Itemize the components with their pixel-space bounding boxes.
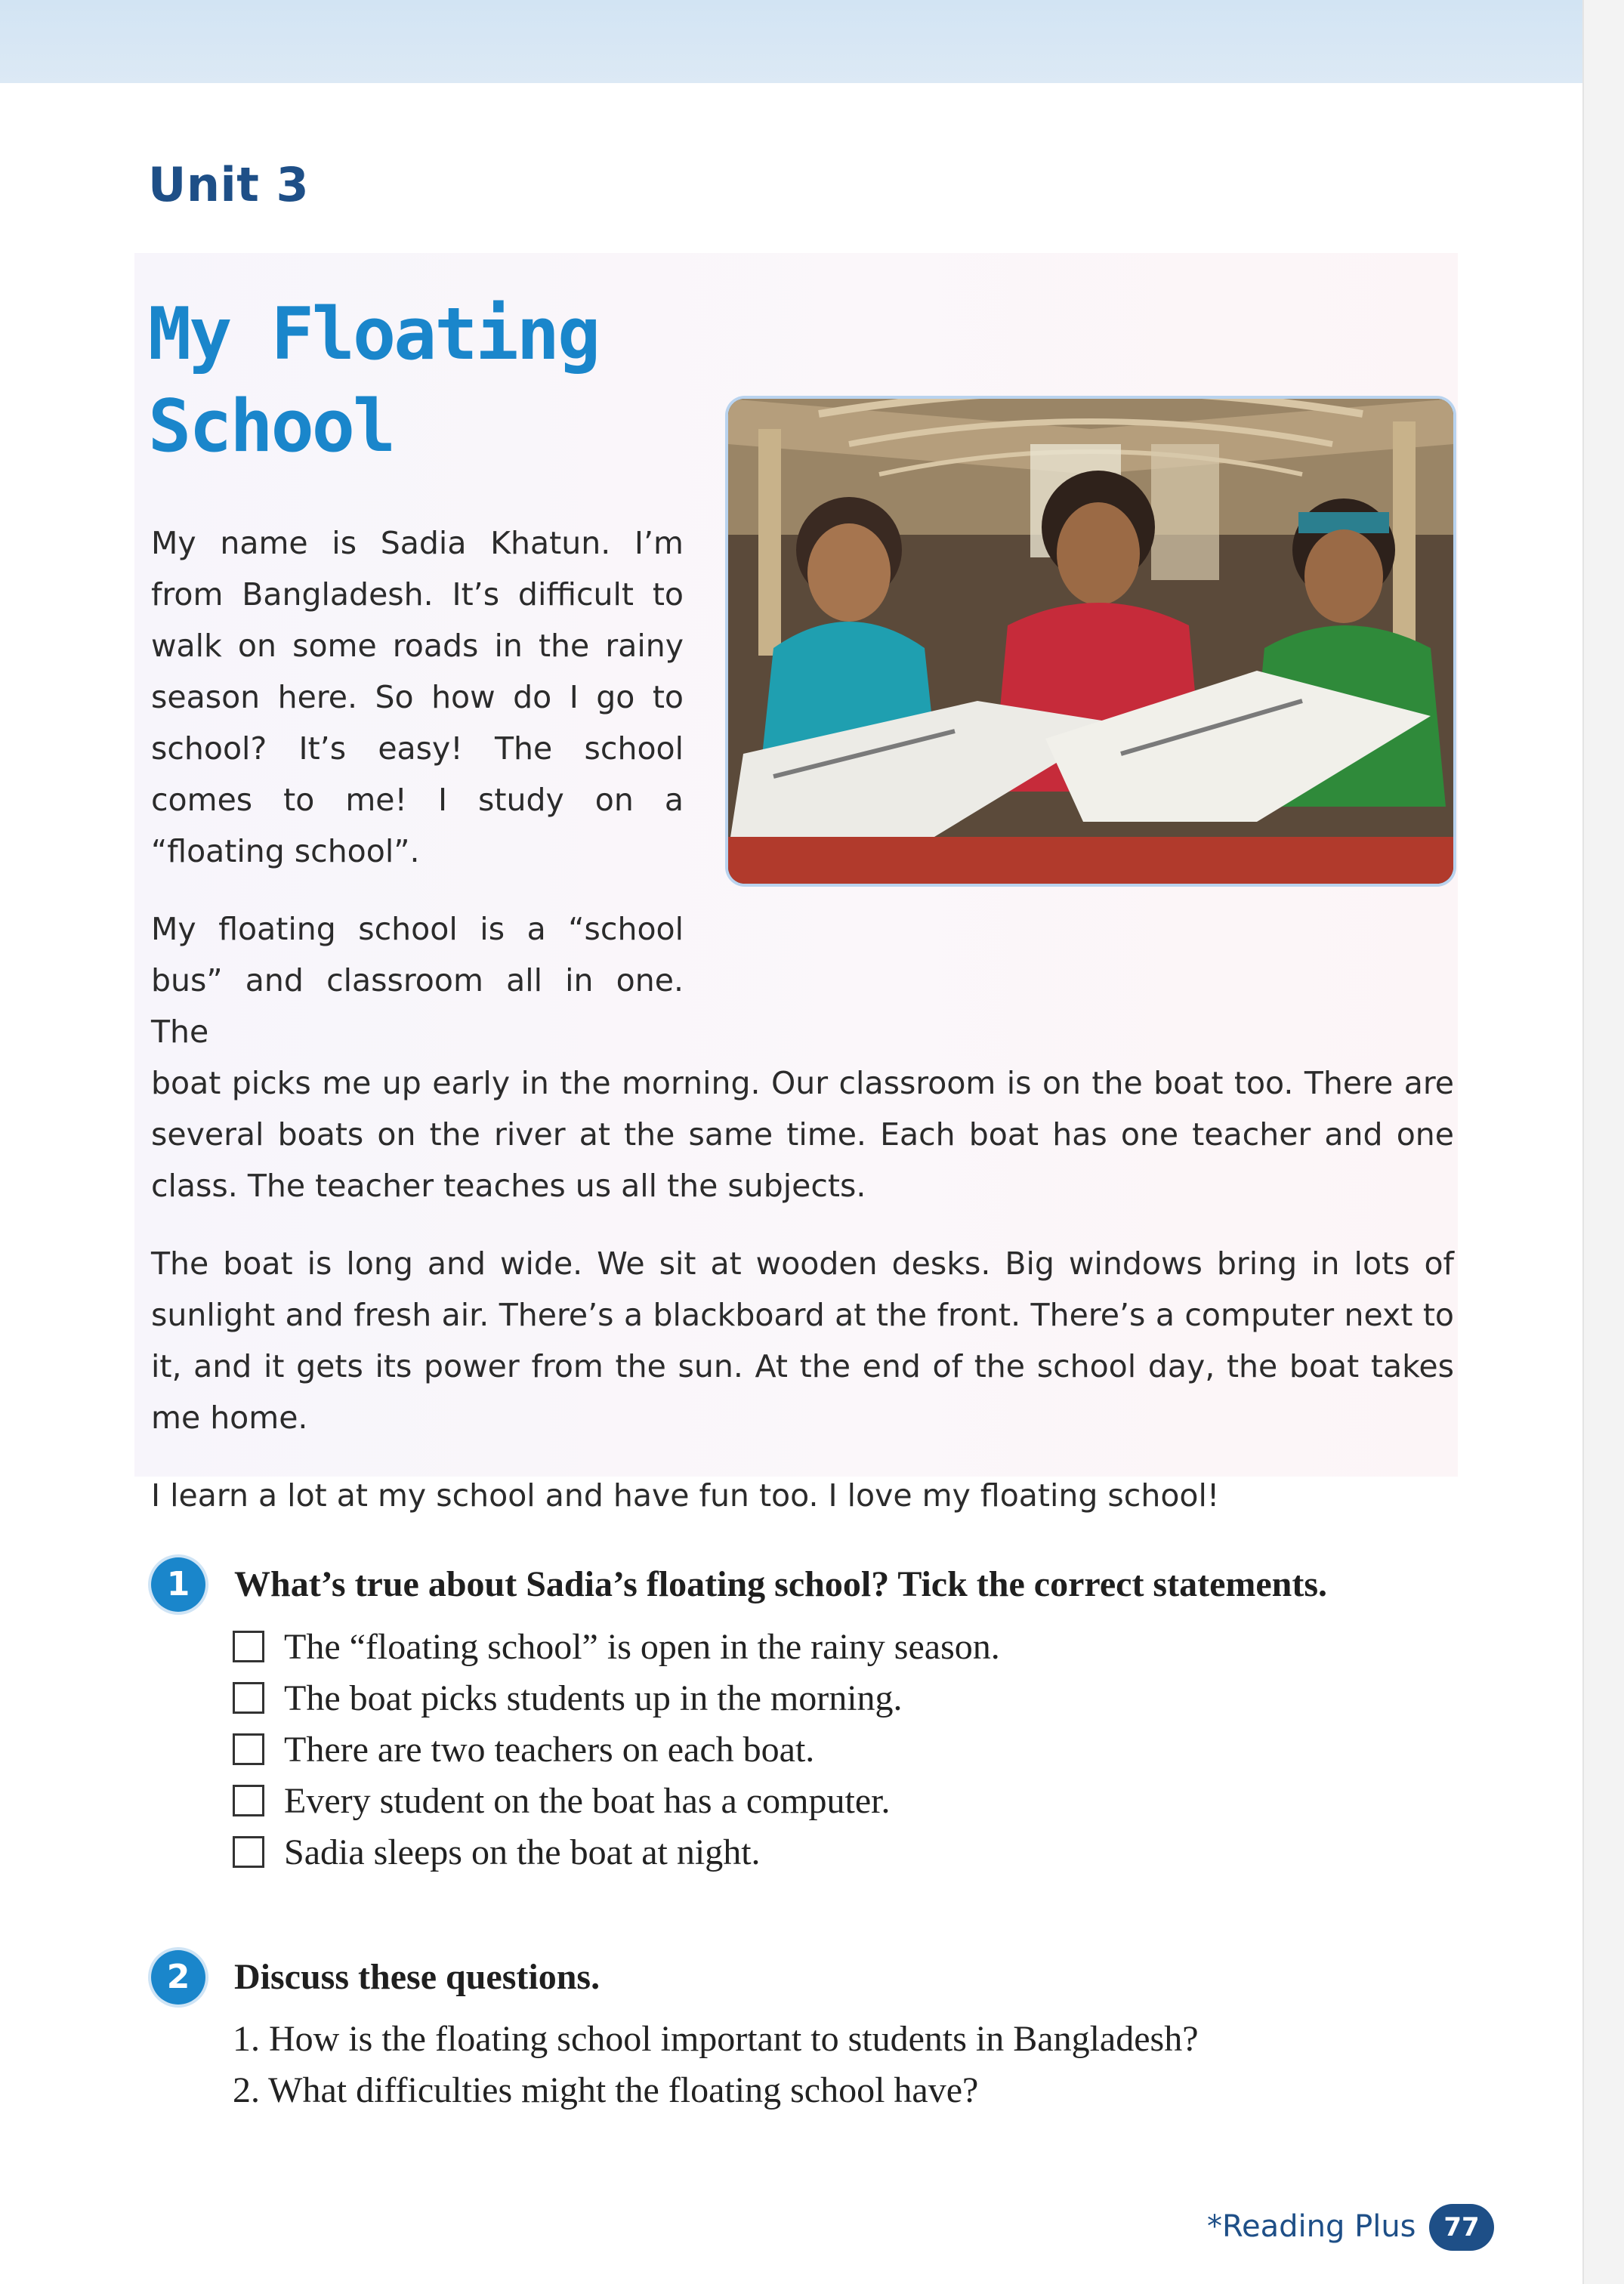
title-line-1: My Floating	[148, 293, 599, 376]
story-paragraph-2-line-2: bus” and classroom all in one. The	[151, 962, 684, 1050]
tick-checkbox[interactable]	[233, 1733, 264, 1765]
exercise-2-number-badge: 2	[151, 1950, 205, 2005]
tick-checkbox[interactable]	[233, 1785, 264, 1816]
discussion-question: 2. What difficulties might the floating school have?	[233, 2070, 979, 2110]
exercise-1-prompt: What’s true about Sadia’s floating school? Tick the correct statements.	[234, 1564, 1328, 1604]
story-paragraph-3: The boat is long and wide. We sit at wooden desks. Big windows bring in lots of sunlight and fresh air. There’s a blackboard at the front. There’s a computer next to it, and it gets its power from the sun. At the end of the school day, the boat takes me home.	[151, 1245, 1454, 1436]
statement-text: The “floating school” is open in the rainy season.	[284, 1626, 1000, 1667]
statement-text: The boat picks students up in the morning.	[284, 1678, 903, 1718]
story-paragraph-2-line-1: My floating school is a “school	[151, 911, 684, 947]
story-paragraph-2-rest: boat picks me up early in the morning. Our classroom is on the boat too. There are several boats on the river at the same time. Each boat has one teacher and one class. The teacher teaches us all the subjects.	[151, 1065, 1454, 1204]
statement-item	[233, 1724, 1000, 1775]
story-paragraph-1: My name is Sadia Khatun. I’m from Bangladesh. It’s difficult to walk on some roads in the rainy season here. So how do I go to school? It’s easy! The school comes to me! I study on a “floating school”.	[151, 525, 684, 869]
statement-item	[233, 1775, 1000, 1826]
page-edge-strip	[1582, 0, 1624, 2284]
tick-checkbox[interactable]	[233, 1682, 264, 1714]
story-paragraph-4: I learn a lot at my school and have fun too. I love my floating school!	[151, 1477, 1220, 1514]
statement-text: Every student on the boat has a computer.	[284, 1780, 891, 1821]
discussion-question: 1. How is the floating school important to students in Bangladesh?	[233, 2019, 1199, 2059]
title-line-2: School	[148, 385, 394, 468]
page-title	[148, 289, 598, 473]
tick-checkbox[interactable]	[233, 1836, 264, 1868]
exercise-1-number-badge: 1	[151, 1557, 205, 1612]
footer-section-label: *Reading Plus	[1207, 2209, 1416, 2244]
story-paragraph-2	[151, 903, 1454, 1211]
top-header-band	[0, 0, 1582, 83]
tick-checkbox[interactable]	[233, 1631, 264, 1662]
statement-item	[233, 1672, 1000, 1724]
story-text	[151, 517, 1454, 1548]
statement-text: Sadia sleeps on the boat at night.	[284, 1832, 761, 1872]
discussion-question-list	[233, 2014, 1199, 2116]
unit-label: Unit 3	[148, 157, 310, 212]
page-number-badge: 77	[1429, 2204, 1494, 2251]
exercise-2-prompt: Discuss these questions.	[234, 1957, 601, 1997]
statement-item	[233, 1621, 1000, 1672]
statement-item	[233, 1826, 1000, 1878]
exercise-1-statement-list	[233, 1621, 1000, 1878]
statement-text: There are two teachers on each boat.	[284, 1729, 815, 1770]
